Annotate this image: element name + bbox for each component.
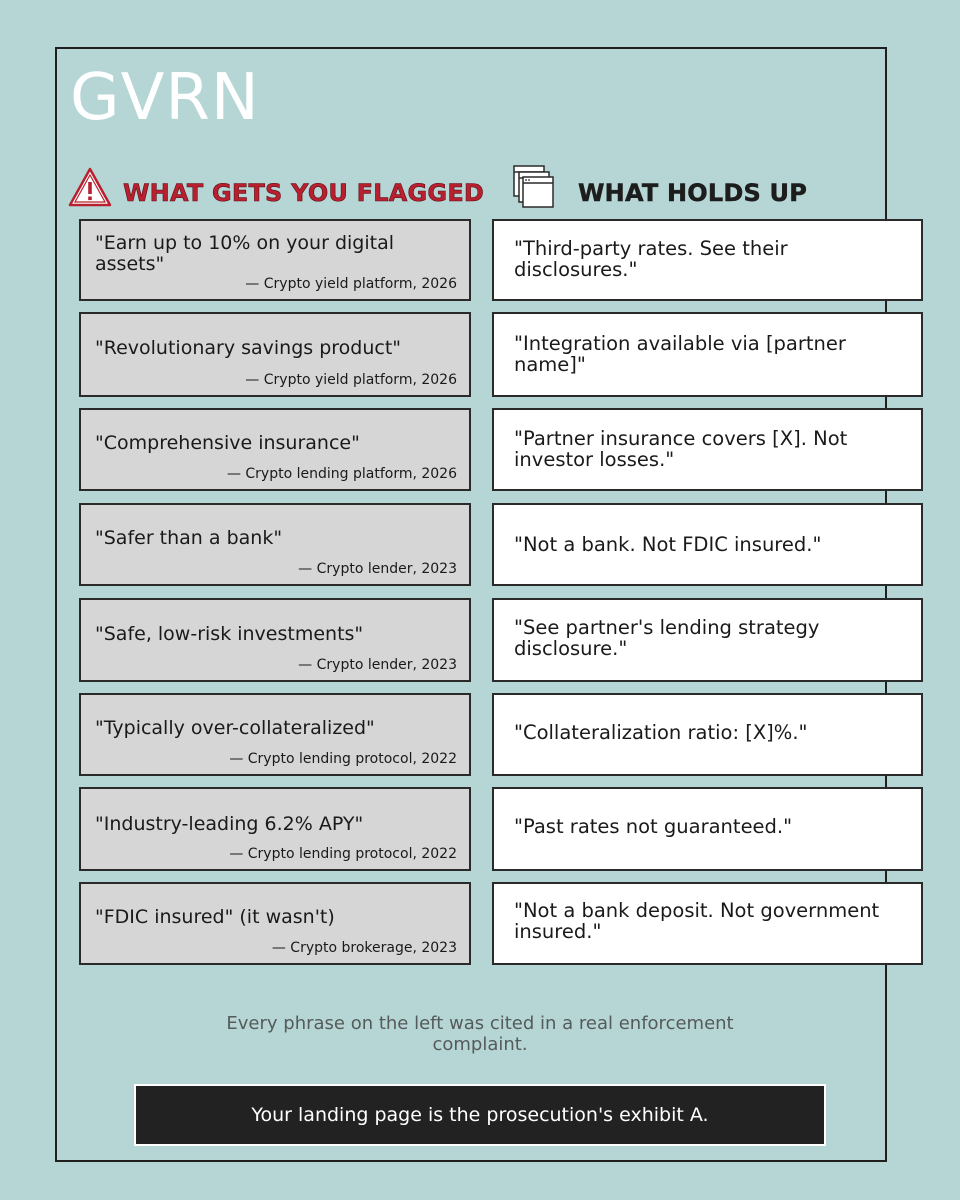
flagged-source: — Crypto lending protocol, 2022 (229, 846, 457, 862)
holds-up-card (492, 503, 923, 586)
flagged-card (79, 787, 471, 871)
flagged-card (79, 503, 471, 586)
flagged-source: — Crypto lending platform, 2026 (226, 466, 457, 482)
flagged-source: — Crypto brokerage, 2023 (271, 940, 457, 956)
cta-banner: Your landing page is the prosecution's exhibit A. (134, 1084, 826, 1146)
stacked-windows-icon (512, 164, 554, 208)
holds-up-card (492, 693, 923, 776)
flagged-card (79, 598, 471, 682)
flagged-quote: "Comprehensive insurance" (95, 432, 360, 454)
flagged-source: — Crypto lending protocol, 2022 (229, 751, 457, 767)
flagged-quote: "FDIC insured" (it wasn't) (95, 906, 335, 928)
holds-up-quote: "Collateralization ratio: [X]%." (514, 721, 808, 744)
flagged-quote: "Typically over-collateralized" (95, 717, 375, 739)
flagged-card (79, 693, 471, 776)
flagged-quote: "Industry-leading 6.2% APY" (95, 813, 364, 835)
flagged-column-header: WHAT GETS YOU FLAGGED (123, 179, 485, 207)
holds-up-card (492, 408, 923, 491)
brand-logo: GVRN (70, 61, 260, 135)
holds-up-quote: "See partner's lending strategy disclosure." (514, 616, 820, 660)
flagged-source: — Crypto lender, 2023 (298, 657, 457, 673)
flagged-card (79, 312, 471, 397)
flagged-card (79, 408, 471, 491)
holds-up-quote: "Not a bank. Not FDIC insured." (514, 533, 822, 556)
holds-up-quote: "Integration available via [partner name]" (514, 332, 846, 376)
footnote: Every phrase on the left was cited in a real enforcement complaint. (226, 1013, 734, 1055)
holds-up-card (492, 312, 923, 397)
flagged-source: — Crypto yield platform, 2026 (245, 372, 457, 388)
holds-up-card (492, 598, 923, 682)
flagged-source: — Crypto yield platform, 2026 (245, 276, 457, 292)
warning-triangle-icon (67, 166, 113, 208)
holds-up-quote: "Partner insurance covers [X]. Not investor losses." (514, 427, 848, 471)
holds-up-quote: "Not a bank deposit. Not government insured." (514, 899, 880, 943)
flagged-quote: "Revolutionary savings product" (95, 337, 402, 359)
holds-up-card (492, 787, 923, 871)
flagged-quote: "Safer than a bank" (95, 527, 283, 549)
flagged-source: — Crypto lender, 2023 (298, 561, 457, 577)
flagged-quote: "Earn up to 10% on your digital assets" (95, 232, 394, 275)
flagged-quote: "Safe, low-risk investments" (95, 623, 364, 645)
holds-up-quote: "Third-party rates. See their disclosures." (514, 237, 788, 281)
flagged-card (79, 219, 471, 301)
flagged-card (79, 882, 471, 965)
holds-up-card (492, 219, 923, 301)
holds-up-card (492, 882, 923, 965)
holds-up-column-header: WHAT HOLDS UP (578, 179, 808, 207)
holds-up-quote: "Past rates not guaranteed." (514, 815, 793, 838)
